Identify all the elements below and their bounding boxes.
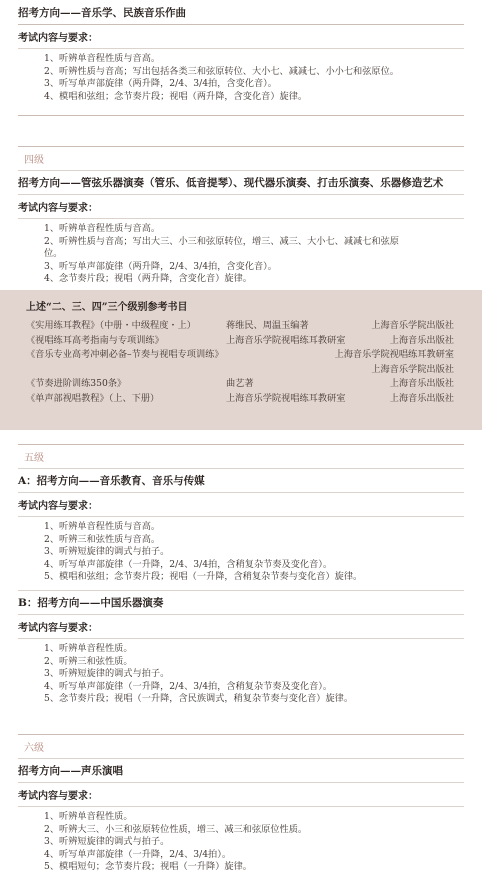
section-level-5 bbox=[0, 444, 482, 706]
list-item: 3、听写单声部旋律（两升降，2/4、3/4拍，含变化音）。 bbox=[44, 260, 277, 272]
list-item: 1、听辨单音程性质与音高。 bbox=[44, 521, 161, 532]
list-item: 1、听辨单音程性质。 bbox=[44, 642, 133, 654]
book-row bbox=[0, 361, 482, 376]
list-item: 1、听辨单音程性质。 bbox=[44, 811, 133, 822]
book-publisher: 上海音乐学院出版社 bbox=[371, 320, 454, 331]
requirements-label: 考试内容与要求： bbox=[18, 203, 98, 214]
list-item: 2、听辨三和弦性质与音高。 bbox=[44, 533, 161, 545]
section-heading: 招考方向——管弦乐器演奏（管乐、低音提琴）、现代器乐演奏、打击乐演奏、乐器修造艺术 bbox=[18, 177, 444, 189]
book-author: 蒋维民、周温玉编著 bbox=[226, 320, 309, 331]
requirements-label: 考试内容与要求： bbox=[18, 791, 98, 802]
list-item: 2、听辨性质与音高；写出包括各类三和弦原转位、大小七、减减七、小小七和弦原位。 bbox=[44, 65, 399, 77]
reference-books-panel bbox=[0, 290, 482, 430]
section-heading: 招考方向——声乐演唱 bbox=[18, 765, 123, 777]
level-label: 四级 bbox=[24, 155, 44, 166]
book-publisher: 上海音乐出版社 bbox=[389, 334, 454, 346]
book-author: 上海音乐学院视唱练耳教研室 bbox=[226, 334, 346, 346]
section-top bbox=[0, 0, 482, 116]
book-row bbox=[0, 375, 482, 390]
list-item: 位。 bbox=[44, 248, 63, 260]
book-row bbox=[0, 390, 482, 405]
book-author: 上海音乐学院视唱练耳教研室 bbox=[226, 392, 346, 404]
book-row bbox=[0, 317, 482, 332]
book-title: 《单声部视唱教程》（上、下册） bbox=[26, 392, 160, 404]
list-item: 5、模唱和弦组；念节奏片段；视唱（一升降，含稍复杂节奏与变化音）旋律。 bbox=[44, 571, 363, 583]
section-heading: B：招考方向——中国乐器演奏 bbox=[18, 596, 164, 609]
section-heading: A：招考方向——音乐教育、音乐与传媒 bbox=[18, 475, 205, 487]
requirements-label: 考试内容与要求： bbox=[18, 501, 98, 512]
list-item: 3、听辨短旋律的调式与拍子。 bbox=[44, 836, 170, 848]
level-label: 六级 bbox=[24, 743, 44, 754]
book-title: 《视唱练耳高考指南与专项训练》 bbox=[26, 334, 164, 346]
requirements-label: 考试内容与要求： bbox=[18, 33, 98, 44]
requirements-label: 考试内容与要求： bbox=[18, 622, 98, 634]
requirements-list bbox=[18, 517, 464, 584]
section-level-4 bbox=[0, 146, 482, 286]
book-title: 《实用练耳教程》（中册・中级程度・上） bbox=[26, 320, 196, 331]
level-label: 五级 bbox=[24, 453, 44, 464]
book-row bbox=[0, 332, 482, 347]
list-item: 4、念节奏片段；视唱（两升降，含变化音）旋律。 bbox=[44, 273, 252, 285]
book-title: 《节奏进阶训练350条》 bbox=[26, 378, 127, 389]
list-item: 2、听辨大三、小三和弦原转位性质，增三、减三和弦原位性质。 bbox=[44, 823, 308, 835]
list-item: 4、听写单声部旋律（一升降，2/4、3/4拍）。 bbox=[44, 848, 232, 860]
book-publisher: 上海音乐学院视唱练耳教研室 bbox=[334, 349, 454, 360]
list-item: 4、听写单声部旋律（一升降，2/4、3/4拍，含稍复杂节奏及变化音）。 bbox=[44, 680, 333, 692]
reference-books-title: 上述“二、三、四”三个级别参考书目 bbox=[26, 302, 188, 313]
list-item: 5、念节奏片段；视唱（一升降，含民族调式，稍复杂节奏与变化音）旋律。 bbox=[44, 693, 354, 705]
requirements-list bbox=[18, 219, 464, 286]
book-publisher: 上海音乐出版社 bbox=[389, 392, 454, 404]
book-row bbox=[0, 346, 482, 361]
divider bbox=[18, 115, 464, 116]
list-item: 4、听写单声部旋律（一升降，2/4、3/4拍，含稍复杂节奏及变化音）。 bbox=[44, 558, 333, 570]
book-publisher: 上海音乐出版社 bbox=[389, 378, 454, 389]
list-item: 2、听辨性质与音高；写出大三、小三和弦原转位，增三、减三、大小七、减减七和弦原 bbox=[44, 235, 399, 247]
section-level-6 bbox=[0, 734, 482, 874]
list-item: 4、模唱和弦组；念节奏片段；视唱（两升降，含变化音）旋律。 bbox=[44, 90, 308, 102]
list-item: 3、听辨短旋律的调式与拍子。 bbox=[44, 668, 170, 680]
book-author: 曲艺著 bbox=[226, 378, 254, 389]
list-item: 1、听辨单音程性质与音高。 bbox=[44, 223, 161, 234]
list-item: 2、听辨三和弦性质。 bbox=[44, 655, 133, 667]
book-title: 《音乐专业高考冲刺必备–节奏与视唱专项训练》 bbox=[26, 349, 224, 360]
section-heading: 招考方向——音乐学、民族音乐作曲 bbox=[18, 7, 186, 19]
list-item: 5、模唱短句；念节奏片段；视唱（一升降）旋律。 bbox=[44, 861, 252, 873]
requirements-list bbox=[18, 639, 464, 706]
list-item: 3、听辨短旋律的调式与拍子。 bbox=[44, 546, 170, 558]
list-item: 1、听辨单音程性质与音高。 bbox=[44, 53, 161, 64]
requirements-list bbox=[18, 49, 464, 103]
requirements-list bbox=[18, 807, 464, 874]
book-publisher: 上海音乐学院出版社 bbox=[371, 363, 454, 375]
list-item: 3、听写单声部旋律（两升降，2/4、3/4拍，含变化音）。 bbox=[44, 78, 277, 90]
